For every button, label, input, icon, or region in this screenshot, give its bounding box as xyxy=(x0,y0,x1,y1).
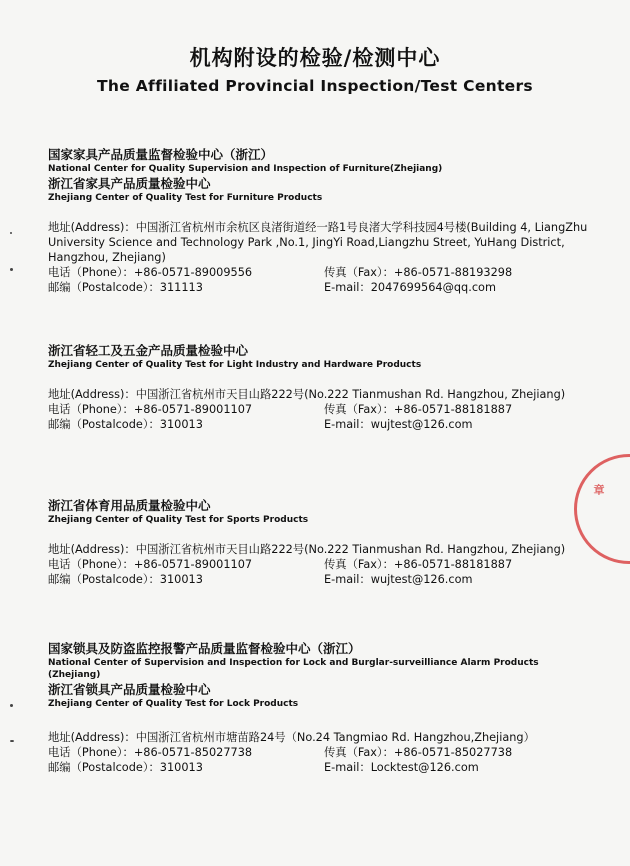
contact-row xyxy=(48,557,608,572)
scan-dot xyxy=(10,268,13,271)
center-subname-en: Zhejiang Center of Quality Test for Lock Products xyxy=(48,699,299,709)
scan-dot xyxy=(10,740,14,742)
center-name-cn: 浙江省体育用品质量检验中心 xyxy=(48,498,211,513)
center-name-en: Zhejiang Center of Quality Test for Light Industry and Hardware Products xyxy=(48,360,422,370)
center-name-en: Zhejiang Center of Quality Test for Sports Products xyxy=(48,515,309,525)
center-name-cn: 国家家具产品质量监督检验中心（浙江） xyxy=(48,147,274,162)
phone: 电话（Phone）：+86-0571-89009556 xyxy=(48,266,253,279)
contact-row xyxy=(48,760,608,775)
phone: 电话（Phone）：+86-0571-89001107 xyxy=(48,403,253,416)
fax: 传真（Fax）：+86-0571-85027738 xyxy=(324,746,513,759)
postal-code: 邮编（Postalcode）：310013 xyxy=(48,573,203,586)
page-title: 机构附设的检验/检测中心 xyxy=(189,46,441,70)
phone: 电话（Phone）：+86-0571-89001107 xyxy=(48,558,253,571)
center-subname-en: Zhejiang Center of Quality Test for Furniture Products xyxy=(48,193,323,203)
scan-dot xyxy=(10,232,12,234)
contact-row xyxy=(48,402,608,417)
center-name-cn: 国家锁具及防盗监控报警产品质量监督检验中心（浙江） xyxy=(48,641,361,656)
center-name-en: National Center for Quality Supervision and Inspection of Furniture(Zhejiang) xyxy=(48,164,443,174)
postal-code: 邮编（Postalcode）：310013 xyxy=(48,761,203,774)
center-name-en: National Center of Supervision and Inspection for Lock and Burglar-surveilliance Alarm Products (Zhejiang) xyxy=(48,658,539,680)
center-name-cn: 浙江省轻工及五金产品质量检验中心 xyxy=(48,343,249,358)
email: E-mail：Locktest@126.com xyxy=(324,761,479,774)
center-furniture xyxy=(48,146,608,295)
center-address: 地址(Address)：中国浙江省杭州市余杭区良渚街道经一路1号良渚大学科技园4号楼(Building 4, LiangZhu University Science and Technology Park ,No.1, JingYi Road,Liangzhu Street, YuHang District, Hangzhou, Zhejiang) xyxy=(48,221,588,264)
center-subname-cn: 浙江省家具产品质量检验中心 xyxy=(48,176,211,191)
contact-row xyxy=(48,745,608,760)
contact-row xyxy=(48,280,608,295)
phone: 电话（Phone）：+86-0571-85027738 xyxy=(48,746,253,759)
center-light-industry xyxy=(48,342,608,432)
center-address: 地址(Address)：中国浙江省杭州市塘苗路24号（No.24 Tangmiao Rd. Hangzhou,Zhejiang） xyxy=(48,731,535,744)
fax: 传真（Fax）：+86-0571-88193298 xyxy=(324,266,513,279)
page-subtitle: The Affiliated Provincial Inspection/Test Centers xyxy=(97,77,533,95)
seal-stamp-text: 章 xyxy=(592,484,605,495)
contact-row xyxy=(48,265,608,280)
contact-row xyxy=(48,572,608,587)
center-address: 地址(Address)：中国浙江省杭州市天目山路222号(No.222 Tianmushan Rd. Hangzhou, Zhejiang) xyxy=(48,388,566,401)
center-sports xyxy=(48,497,608,587)
fax: 传真（Fax）：+86-0571-88181887 xyxy=(324,558,513,571)
email: E-mail：wujtest@126.com xyxy=(324,573,473,586)
postal-code: 邮编（Postalcode）：311113 xyxy=(48,281,203,294)
scan-dot xyxy=(10,704,13,707)
postal-code: 邮编（Postalcode）：310013 xyxy=(48,418,203,431)
center-address: 地址(Address)：中国浙江省杭州市天目山路222号(No.222 Tianmushan Rd. Hangzhou, Zhejiang) xyxy=(48,543,566,556)
email: E-mail：2047699564@qq.com xyxy=(324,281,496,294)
email: E-mail：wujtest@126.com xyxy=(324,418,473,431)
contact-row xyxy=(48,417,608,432)
center-lock xyxy=(48,640,608,775)
fax: 传真（Fax）：+86-0571-88181887 xyxy=(324,403,513,416)
center-subname-cn: 浙江省锁具产品质量检验中心 xyxy=(48,682,211,697)
